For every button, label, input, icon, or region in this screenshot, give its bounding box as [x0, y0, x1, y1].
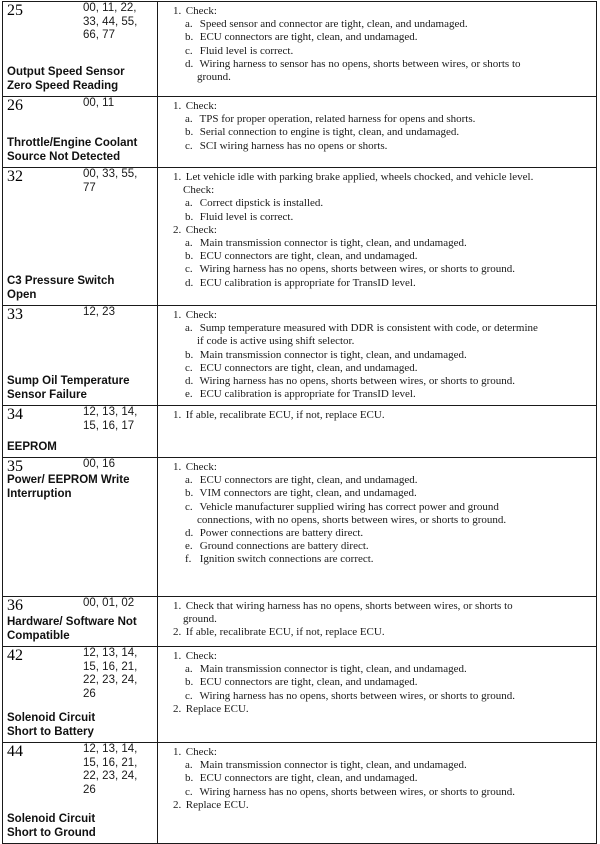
fault-description: Sump Oil Temperature Sensor Failure	[7, 375, 130, 401]
check-text: Main transmission connector is tight, clean, and undamaged.	[197, 348, 467, 361]
fault-description: EEPROM	[7, 441, 57, 453]
sub-code-list	[83, 2, 153, 43]
step-text-continued: ground.	[183, 613, 217, 626]
check-item	[173, 263, 590, 276]
sub-code-line: 26	[83, 783, 96, 796]
check-item	[173, 31, 590, 44]
check-item	[173, 211, 590, 224]
check-item	[173, 474, 590, 487]
check-text: ECU connectors are tight, clean, and undamaged.	[197, 676, 418, 689]
check-letter: f.	[185, 553, 192, 566]
sub-code-line: 12, 13, 14,	[83, 647, 138, 659]
fault-description: Output Speed Sensor Zero Speed Reading	[7, 66, 125, 92]
fault-description: Hardware/ Software Not Compatible	[7, 616, 137, 642]
dtc-number: 33	[7, 306, 23, 323]
check-text: Vehicle manufacturer supplied wiring has correct power and ground	[197, 500, 499, 513]
action-step	[173, 461, 590, 474]
action-step	[173, 5, 590, 18]
dtc-number: 35	[7, 458, 23, 475]
check-item	[173, 113, 590, 126]
check-item	[173, 487, 590, 500]
code-cell	[3, 647, 158, 743]
sub-code-line: 15, 16, 21,	[83, 756, 138, 769]
dtc-number: 34	[7, 406, 23, 423]
table-body	[3, 2, 597, 844]
page	[2, 1, 596, 844]
check-letter: a.	[185, 197, 193, 210]
check-text: ECU connectors are tight, clean, and undamaged.	[197, 31, 418, 44]
sub-code-line: 77	[83, 181, 96, 194]
action-list	[158, 743, 596, 814]
check-text: Main transmission connector is tight, clean, and undamaged.	[197, 237, 467, 250]
action-step	[173, 703, 590, 716]
sub-code-line: 12, 13, 14,	[83, 406, 138, 418]
sub-code-line: 12, 23	[83, 306, 115, 318]
check-text: ECU connectors are tight, clean, and undamaged.	[197, 361, 418, 374]
check-item	[173, 772, 590, 785]
action-step	[173, 650, 590, 663]
check-text: SCI wiring harness has no opens or shorts.	[197, 139, 388, 152]
action-list	[158, 168, 596, 292]
sub-code-line: 00, 11, 22,	[83, 2, 137, 14]
step-text: Check:	[183, 100, 217, 112]
check-letter: b.	[185, 126, 194, 139]
step-number: 1.	[173, 461, 182, 473]
step-text: Check that wiring harness has no opens, shorts between wires, or shorts to	[183, 600, 513, 612]
check-letter: b.	[185, 31, 194, 44]
sub-code-line: 12, 13, 14,	[83, 743, 138, 755]
check-text: Wiring harness has no opens, shorts between wires, or shorts to ground.	[197, 689, 516, 702]
code-cell-content	[3, 168, 157, 305]
check-item	[173, 388, 590, 401]
step-number: 1.	[173, 5, 182, 17]
table-row	[3, 597, 597, 647]
check-text: ECU calibration is appropriate for TransID level.	[197, 388, 416, 401]
action-list	[158, 97, 596, 155]
code-cell-content	[3, 647, 157, 742]
step-text-continued: Check:	[183, 184, 215, 197]
check-text: ECU connectors are tight, clean, and undamaged.	[197, 772, 418, 785]
step-number: 2.	[173, 626, 182, 639]
fault-description: Throttle/Engine Coolant Source Not Detected	[7, 137, 138, 163]
check-item	[173, 663, 590, 676]
check-letter: e.	[185, 388, 193, 401]
check-letter: c.	[185, 139, 193, 152]
code-cell	[3, 406, 158, 458]
check-letter: c.	[185, 361, 193, 374]
dtc-number: 25	[7, 2, 23, 19]
step-number: 2.	[173, 798, 182, 811]
sub-code-line: 15, 16, 17	[83, 419, 135, 432]
action-step	[173, 171, 590, 184]
table-row	[3, 2, 597, 97]
fault-description: Power/ EEPROM Write Interruption	[7, 474, 130, 500]
check-item	[173, 322, 590, 335]
fault-description: Solenoid Circuit Short to Battery	[7, 712, 96, 738]
dtc-number: 36	[7, 597, 23, 614]
step-text: Check:	[183, 461, 217, 473]
check-text: Main transmission connector is tight, clean, and undamaged.	[197, 663, 467, 676]
check-letter: d.	[185, 57, 194, 70]
step-number: 1.	[173, 600, 182, 612]
check-letter: b.	[185, 348, 194, 361]
action-cell	[158, 406, 597, 458]
code-cell	[3, 597, 158, 647]
check-text: ECU connectors are tight, clean, and undamaged.	[197, 474, 418, 487]
check-letter: c.	[185, 689, 193, 702]
dtc-number: 26	[7, 97, 23, 114]
action-cell	[158, 306, 597, 406]
dtc-number: 44	[7, 743, 23, 760]
check-text: Speed sensor and connector are tight, clean, and undamaged.	[197, 18, 468, 31]
sub-code-line: 22, 23, 24,	[83, 674, 138, 686]
action-list	[158, 647, 596, 718]
check-text-continued: if code is active using shift selector.	[197, 335, 355, 348]
step-number: 1.	[173, 746, 182, 758]
check-item	[173, 45, 590, 58]
table-row	[3, 306, 597, 406]
step-text: Check:	[183, 746, 217, 758]
check-text: Ignition switch connections are correct.	[197, 553, 374, 566]
check-letter: a.	[185, 322, 193, 335]
check-text: Wiring harness to sensor has no opens, shorts between wires, or shorts to	[197, 57, 521, 70]
action-cell	[158, 743, 597, 844]
code-cell-content	[3, 306, 157, 405]
code-cell-content	[3, 2, 157, 96]
check-text: Sump temperature measured with DDR is consistent with code, or determine	[197, 322, 538, 335]
code-cell	[3, 743, 158, 844]
check-item	[173, 690, 590, 703]
code-cell	[3, 97, 158, 168]
step-text: Check:	[183, 5, 217, 17]
check-text: Wiring harness has no opens, shorts between wires, or shorts to ground.	[197, 375, 516, 388]
sub-code-line: 00, 01, 02	[83, 597, 135, 609]
sub-code-line: 22, 23, 24,	[83, 770, 138, 782]
check-text: Main transmission connector is tight, clean, and undamaged.	[197, 759, 467, 772]
check-item	[173, 18, 590, 31]
sub-code-line: 00, 16	[83, 458, 115, 470]
check-text: Correct dipstick is installed.	[197, 197, 324, 210]
check-text: Wiring harness has no opens, shorts between wires, or shorts to ground.	[197, 785, 516, 798]
step-number: 1.	[173, 309, 182, 321]
check-text-continued: ground.	[197, 71, 231, 84]
check-item	[173, 237, 590, 250]
check-text: ECU calibration is appropriate for TransID level.	[197, 276, 416, 289]
step-number: 1.	[173, 171, 182, 183]
check-text: Ground connections are battery direct.	[197, 540, 369, 553]
action-list	[158, 2, 596, 86]
sub-code-line: 00, 11	[83, 97, 115, 109]
action-step	[173, 626, 590, 639]
sub-code-list	[83, 168, 153, 195]
code-cell	[3, 458, 158, 597]
sub-code-list	[83, 597, 153, 611]
action-cell	[158, 647, 597, 743]
check-letter: b.	[185, 487, 194, 500]
action-step	[173, 409, 590, 422]
check-letter: b.	[185, 772, 194, 785]
sub-code-line: 66, 77	[83, 29, 115, 41]
code-cell-content	[3, 743, 157, 843]
sub-code-line: 33, 44, 55,	[83, 15, 138, 28]
check-text: Power connections are battery direct.	[197, 527, 364, 540]
check-item	[173, 197, 590, 210]
action-list	[158, 458, 596, 569]
action-list	[158, 306, 596, 403]
action-cell	[158, 168, 597, 306]
check-letter: a.	[185, 113, 193, 126]
check-item	[173, 140, 590, 153]
step-number: 1.	[173, 409, 182, 421]
code-cell	[3, 168, 158, 306]
step-text: Let vehicle idle with parking brake applied, wheels chocked, and vehicle level.	[183, 171, 534, 183]
check-letter: b.	[185, 210, 194, 223]
check-text: Fluid level is correct.	[197, 210, 294, 223]
sub-code-line: 00, 33, 55,	[83, 168, 138, 180]
code-cell-content	[3, 597, 157, 646]
table-row	[3, 168, 597, 306]
check-letter: c.	[185, 44, 193, 57]
action-cell	[158, 2, 597, 97]
dtc-number: 32	[7, 168, 23, 185]
check-text: ECU connectors are tight, clean, and undamaged.	[197, 250, 418, 263]
check-letter: b.	[185, 676, 194, 689]
check-letter: e.	[185, 540, 193, 553]
step-text: Check:	[183, 650, 217, 662]
step-text: Replace ECU.	[183, 798, 249, 811]
action-step	[173, 309, 590, 322]
step-number: 2.	[173, 223, 182, 236]
code-cell-content	[3, 406, 157, 457]
action-step	[173, 100, 590, 113]
check-letter: a.	[185, 237, 193, 250]
action-cell	[158, 97, 597, 168]
table-row	[3, 406, 597, 458]
check-item	[173, 375, 590, 388]
table-row	[3, 743, 597, 844]
check-letter: c.	[185, 263, 193, 276]
check-item	[173, 126, 590, 139]
sub-code-list	[83, 743, 153, 797]
check-letter: a.	[185, 474, 193, 487]
action-cell	[158, 597, 597, 647]
action-list	[158, 597, 596, 642]
check-letter: a.	[185, 18, 193, 31]
dtc-number: 42	[7, 647, 23, 664]
check-letter: a.	[185, 759, 193, 772]
step-text: Check:	[183, 309, 217, 321]
check-item	[173, 58, 590, 71]
sub-code-list	[83, 306, 153, 320]
troubleshooting-table	[2, 1, 597, 844]
check-item	[173, 676, 590, 689]
check-letter: c.	[185, 785, 193, 798]
check-letter: d.	[185, 527, 194, 540]
check-item	[173, 786, 590, 799]
check-text: Serial connection to engine is tight, clean, and undamaged.	[197, 126, 460, 139]
check-item	[173, 553, 590, 566]
table-row	[3, 458, 597, 597]
table-row	[3, 647, 597, 743]
check-letter: d.	[185, 276, 194, 289]
check-item	[173, 540, 590, 553]
check-letter: b.	[185, 250, 194, 263]
sub-code-line: 26	[83, 687, 96, 700]
sub-code-line: 15, 16, 21,	[83, 660, 138, 673]
sub-code-list	[83, 458, 153, 472]
check-item	[173, 501, 590, 514]
fault-description: C3 Pressure Switch Open	[7, 275, 115, 301]
check-text: VIM connectors are tight, clean, and undamaged.	[197, 487, 417, 500]
step-text: Replace ECU.	[183, 702, 249, 715]
code-cell-content	[3, 97, 157, 167]
action-step	[173, 746, 590, 759]
check-text-continued: connections, with no opens, shorts between wires, or shorts to ground.	[197, 513, 507, 526]
check-item	[173, 362, 590, 375]
action-list	[158, 406, 596, 424]
check-item	[173, 277, 590, 290]
check-letter: d.	[185, 375, 194, 388]
check-letter: a.	[185, 663, 193, 676]
step-number: 2.	[173, 702, 182, 715]
step-number: 1.	[173, 100, 182, 112]
sub-code-list	[83, 97, 153, 111]
action-step	[173, 799, 590, 812]
fault-description: Solenoid Circuit Short to Ground	[7, 813, 96, 839]
code-cell	[3, 306, 158, 406]
check-text: Wiring harness has no opens, shorts between wires, or shorts to ground.	[197, 263, 516, 276]
step-text: If able, recalibrate ECU, if not, replace ECU.	[183, 626, 385, 639]
check-text: Fluid level is correct.	[197, 44, 294, 57]
code-cell	[3, 2, 158, 97]
check-letter: c.	[185, 500, 193, 513]
step-text: Check:	[183, 223, 217, 236]
step-text: If able, recalibrate ECU, if not, replace ECU.	[183, 409, 385, 421]
check-item	[173, 759, 590, 772]
check-item	[173, 250, 590, 263]
sub-code-list	[83, 647, 153, 701]
action-step	[173, 224, 590, 237]
check-text: TPS for proper operation, related harness for opens and shorts.	[197, 113, 476, 126]
sub-code-list	[83, 406, 153, 433]
action-step	[173, 600, 590, 613]
table-row	[3, 97, 597, 168]
check-item	[173, 527, 590, 540]
action-cell	[158, 458, 597, 597]
step-number: 1.	[173, 650, 182, 662]
check-item	[173, 349, 590, 362]
code-cell-content	[3, 458, 157, 596]
